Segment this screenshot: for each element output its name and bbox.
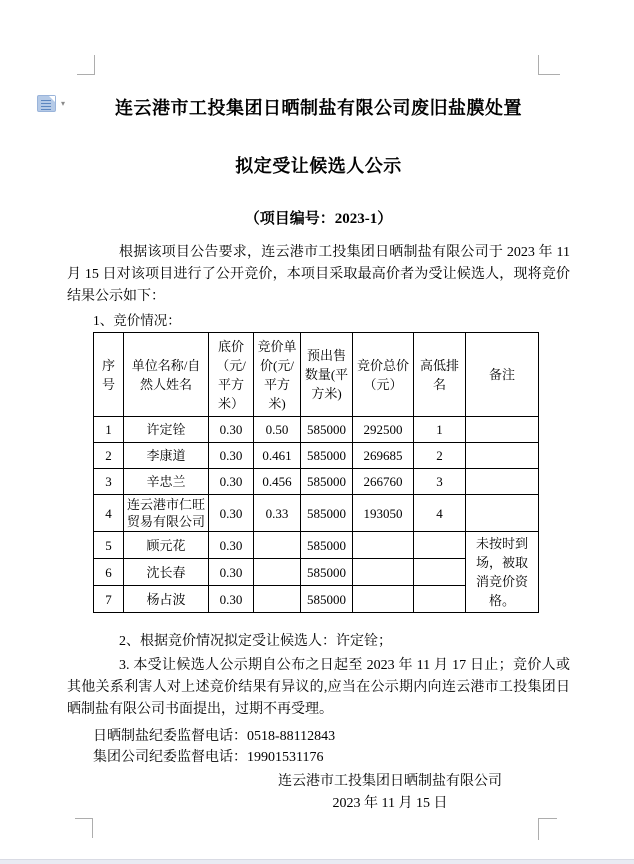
table-header-row	[94, 333, 539, 417]
table-cell: 6	[94, 559, 124, 586]
table-cell: 585000	[301, 443, 353, 469]
table-row	[94, 443, 539, 469]
table-cell: 0.30	[209, 469, 254, 495]
table-cell	[466, 417, 539, 443]
table-cell: 4	[94, 495, 124, 532]
table-cell: 0.30	[209, 559, 254, 586]
col-header-bid-unit-price: 竞价单价(元/平方米)	[254, 333, 301, 417]
project-number: （项目编号：2023-1）	[244, 211, 393, 227]
table-row	[94, 469, 539, 495]
table-cell: 0.50	[254, 417, 301, 443]
table-cell: 0.33	[254, 495, 301, 532]
doc-title-line2: 拟定受让候选人公示	[235, 156, 402, 176]
table-cell: 585000	[301, 417, 353, 443]
table-cell: 7	[94, 586, 124, 613]
table-cell: 2	[94, 443, 124, 469]
table-cell: 1	[414, 417, 466, 443]
table-cell: 4	[414, 495, 466, 532]
table-cell: 0.456	[254, 469, 301, 495]
table-cell: 0.30	[209, 495, 254, 532]
signature-date: 2023 年 11 月 15 日	[332, 796, 448, 811]
col-header-name: 单位名称/自然人姓名	[124, 333, 209, 417]
table-cell: 0.30	[209, 443, 254, 469]
table-cell: 585000	[301, 586, 353, 613]
col-header-seq: 序号	[94, 333, 124, 417]
bidding-table	[93, 332, 539, 613]
paragraph-notice: 3. 本受让候选人公示期自公布之日起至 2023 年 11 月 17 日止；竞价人或其他关系利害人对上述竞价结果有异议的,应当在公示期内向连云港市工投集团日晒制盐有限公司书面提出，过期不再受理。	[67, 658, 570, 717]
table-cell	[353, 586, 414, 613]
table-cell: 0.30	[209, 417, 254, 443]
table-cell	[254, 586, 301, 613]
table-cell	[414, 586, 466, 613]
table-cell	[353, 559, 414, 586]
col-header-ranking: 高低排名	[414, 333, 466, 417]
paragraph-intro: 根据该项目公告要求，连云港市工投集团日晒制盐有限公司于 2023 年 11 月 15 日对该项目进行了公开竞价，本项目采取最高价者为受让候选人，现将竞价结果公示如下：	[67, 245, 570, 304]
chevron-down-icon: ▾	[61, 98, 66, 108]
table-cell-remark: 未按时到场，被取消竞价资格。	[466, 532, 539, 613]
col-header-total-price: 竞价总价（元）	[353, 333, 414, 417]
phone-line-supervision-2: 集团公司纪委监督电话：19901531176	[93, 750, 324, 765]
table-cell	[353, 532, 414, 559]
table-cell: 266760	[353, 469, 414, 495]
col-header-base-price: 底价（元/平方米）	[209, 333, 254, 417]
table-cell	[254, 559, 301, 586]
table-cell: 杨占波	[124, 586, 209, 613]
margin-crop-mark-bottom-right	[538, 818, 557, 840]
window-bottom-edge	[0, 859, 634, 864]
table-cell	[254, 532, 301, 559]
bidding-table-body	[94, 417, 539, 613]
table-cell: 0.30	[209, 586, 254, 613]
table-cell: 1	[94, 417, 124, 443]
table-cell: 李康道	[124, 443, 209, 469]
table-cell: 269685	[353, 443, 414, 469]
table-cell: 585000	[301, 469, 353, 495]
table-cell: 0.30	[209, 532, 254, 559]
table-cell: 585000	[301, 559, 353, 586]
margin-crop-mark-bottom-left	[75, 818, 93, 838]
table-cell: 5	[94, 532, 124, 559]
table-cell: 2	[414, 443, 466, 469]
table-cell: 0.461	[254, 443, 301, 469]
table-cell: 3	[94, 469, 124, 495]
signature-company: 连云港市工投集团日晒制盐有限公司	[278, 774, 502, 789]
table-cell: 连云港市仁旺贸易有限公司	[124, 495, 209, 532]
table-cell	[414, 559, 466, 586]
table-cell: 193050	[353, 495, 414, 532]
table-row	[94, 417, 539, 443]
col-header-quantity: 预出售数量(平方米)	[301, 333, 353, 417]
phone-line-supervision-1: 日晒制盐纪委监督电话：0518-88112843	[93, 729, 336, 744]
table-cell: 许定铨	[124, 417, 209, 443]
table-cell	[466, 495, 539, 532]
table-cell: 292500	[353, 417, 414, 443]
table-cell	[414, 532, 466, 559]
paragraph-candidate: 2、根据竞价情况拟定受让候选人：许定铨；	[119, 634, 392, 649]
section-heading-bidding: 1、竞价情况：	[93, 313, 181, 328]
col-header-remark: 备注	[466, 333, 539, 417]
table-row	[94, 532, 539, 559]
table-row	[94, 495, 539, 532]
table-cell: 辛忠兰	[124, 469, 209, 495]
table-cell: 585000	[301, 532, 353, 559]
table-cell: 3	[414, 469, 466, 495]
table-cell	[466, 469, 539, 495]
table-cell: 沈长春	[124, 559, 209, 586]
table-cell: 顾元花	[124, 532, 209, 559]
table-cell: 585000	[301, 495, 353, 532]
doc-title-line1: 连云港市工投集团日晒制盐有限公司废旧盐膜处置	[115, 98, 522, 118]
table-cell	[466, 443, 539, 469]
